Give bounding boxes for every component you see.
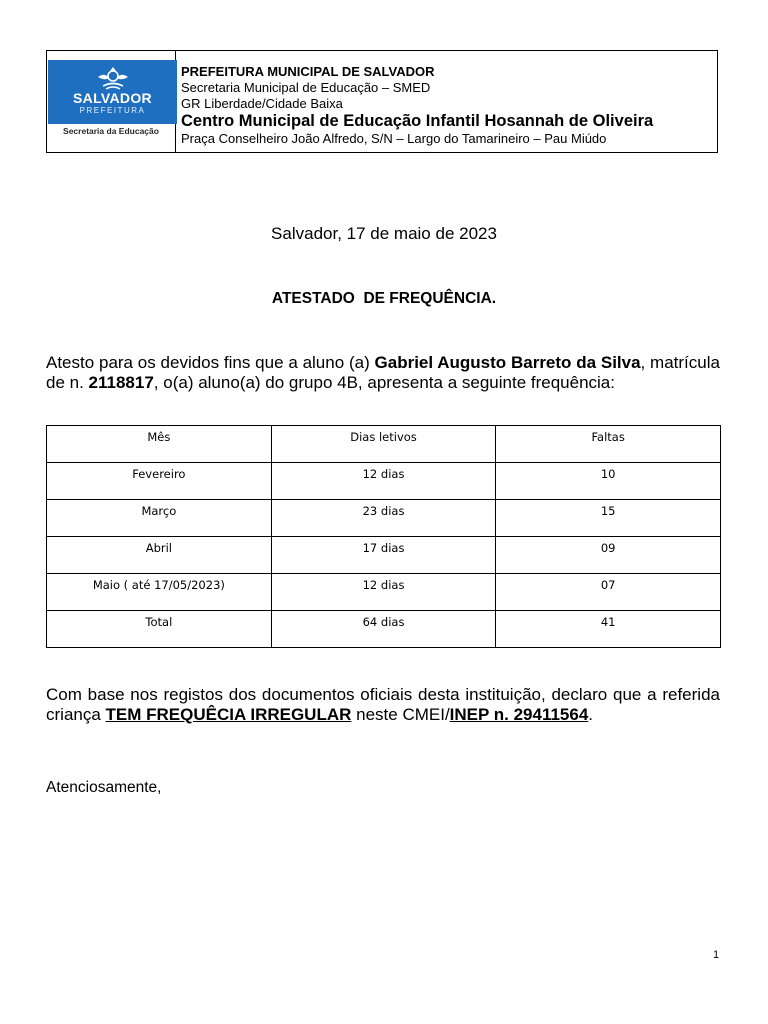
header-month: Mês xyxy=(47,426,272,463)
declaration-text-3: . xyxy=(588,705,594,724)
table-row xyxy=(47,574,721,611)
logo-subtitle: PREFEITURA xyxy=(79,106,146,115)
secretaria-line: Secretaria Municipal de Educação – SMED xyxy=(181,80,431,95)
total-label-cell: Total xyxy=(47,611,272,648)
logo-wordmark: SALVADOR xyxy=(73,90,152,106)
header-school-days: Dias letivos xyxy=(271,426,496,463)
letterhead-text xyxy=(181,64,716,147)
absences-cell: 09 xyxy=(496,537,721,574)
attendance-status: TEM FREQUÊCIA IRREGULAR xyxy=(105,705,352,724)
attendance-table xyxy=(46,425,721,648)
student-name: Gabriel Augusto Barreto da Silva xyxy=(374,353,641,372)
attestation-text-1: Atesto para os devidos fins que a aluno (a) xyxy=(46,353,375,372)
days-cell: 12 dias xyxy=(271,574,496,611)
table-row xyxy=(47,537,721,574)
days-cell: 17 dias xyxy=(271,537,496,574)
document-date: Salvador, 17 de maio de 2023 xyxy=(271,224,497,243)
absences-cell: 07 xyxy=(496,574,721,611)
page-number: 1 xyxy=(713,949,720,961)
document-title: ATESTADO DE FREQUÊNCIA. xyxy=(271,290,497,307)
table-header-row xyxy=(47,426,721,463)
inep-number: INEP n. 29411564 xyxy=(449,705,589,724)
declaration-text-2: neste CMEI/ xyxy=(351,705,450,724)
absences-cell: 10 xyxy=(496,463,721,500)
prefeitura-line: PREFEITURA MUNICIPAL DE SALVADOR xyxy=(181,64,435,79)
declaration-text-1: Com base nos registos dos documentos oficiais desta instituição, declaro que a referida criança xyxy=(46,685,720,724)
month-cell: Maio ( até 17/05/2023) xyxy=(47,574,272,611)
attestation-paragraph xyxy=(46,353,720,393)
declaration-paragraph xyxy=(46,685,720,725)
logo-cell xyxy=(47,51,176,152)
table-row xyxy=(47,500,721,537)
closing-salutation: Atenciosamente, xyxy=(46,779,162,796)
table-row xyxy=(47,463,721,500)
days-cell: 23 dias xyxy=(271,500,496,537)
days-cell: 12 dias xyxy=(271,463,496,500)
absences-cell: 15 xyxy=(496,500,721,537)
attestation-text-3: , o(a) aluno(a) do grupo 4B, apresenta a seguinte frequência: xyxy=(153,373,615,392)
salvador-logo xyxy=(48,60,177,124)
month-cell: Abril xyxy=(47,537,272,574)
total-absences-cell: 41 xyxy=(496,611,721,648)
header-absences: Faltas xyxy=(496,426,721,463)
logo-caption: Secretaria da Educação xyxy=(63,126,159,136)
city-emblem-icon xyxy=(94,65,132,91)
month-cell: Março xyxy=(47,500,272,537)
total-days-cell: 64 dias xyxy=(271,611,496,648)
month-cell: Fevereiro xyxy=(47,463,272,500)
gr-line: GR Liberdade/Cidade Baixa xyxy=(181,96,343,111)
letterhead xyxy=(46,50,718,153)
school-name: Centro Municipal de Educação Infantil Hosannah de Oliveira xyxy=(181,112,654,130)
table-total-row xyxy=(47,611,721,648)
school-address: Praça Conselheiro João Alfredo, S/N – Largo do Tamarineiro – Pau Miúdo xyxy=(181,131,607,146)
registration-number: 2118817 xyxy=(88,373,154,392)
attestation-text-2: , matrícula de n. xyxy=(46,353,720,392)
